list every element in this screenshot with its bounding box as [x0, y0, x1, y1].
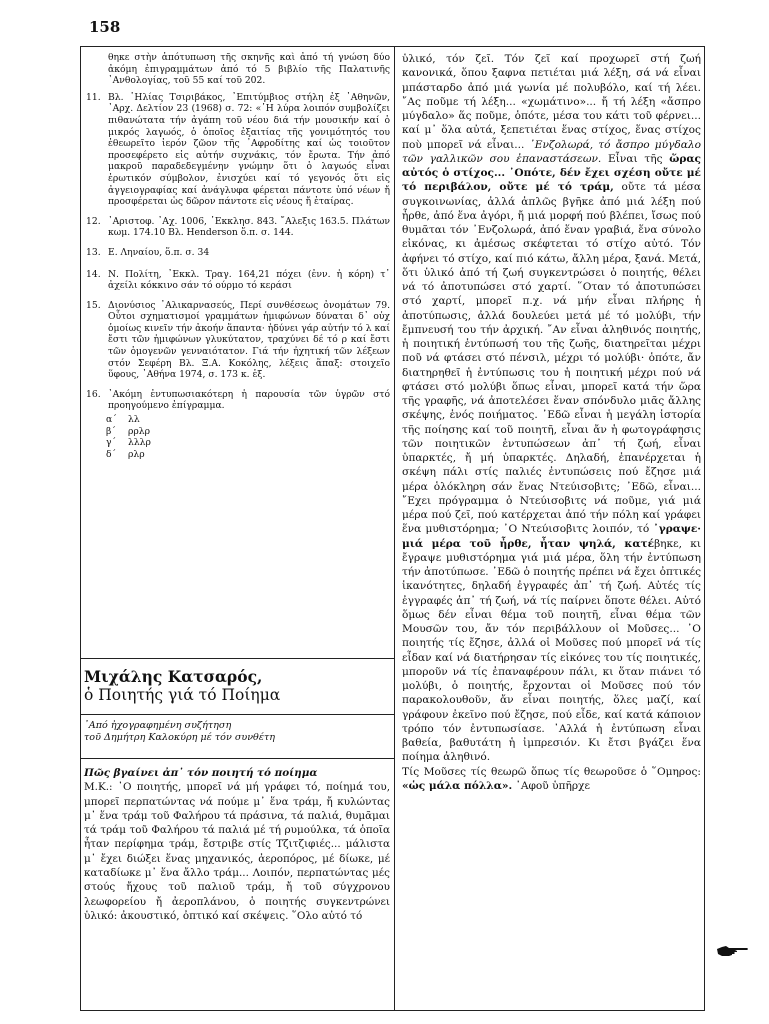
footnote-16 [84, 389, 390, 412]
verse-mark: β΄ [106, 425, 116, 437]
footnote-number: 14. [86, 268, 101, 280]
page-number: 158 [89, 18, 121, 36]
verse-quote: ᾿Ενζολωρά, τό ἄσπρο μύγδαλο τῶν γαλλικῶν σου ἐπαναστάσεων. [402, 138, 701, 165]
verse-sounds: ρρλρ [128, 425, 151, 437]
article-title-author: Μιχάλης Κατσαρός, [84, 667, 263, 686]
footnote-text: Ε. Ληναίου, ὅ.π. σ. 34 [108, 246, 210, 258]
pointing-hand-icon [716, 944, 750, 958]
subtitle-line: τοῦ Δημήτρη Καλοκύρη μέ τόν συνθέτη [84, 732, 276, 743]
footnotes [84, 52, 390, 460]
footnote-text: ᾿Αριστοφ. ᾿Αχ. 1006, ᾿Εκκλησ. 843. ῎Αλεξις 163.5. Πλάτων κωμ. 174.10 Βλ. Henderson ὅ.π. σ. 144. [108, 215, 390, 239]
body-text: ᾿Αφοῦ ὑπῆρχε [512, 779, 590, 792]
verse-sounds: λλ [128, 414, 140, 426]
footnote-number: 13. [86, 246, 101, 258]
footnote-number: 16. [86, 388, 101, 400]
body-text: Εἶναι τῆς [601, 152, 670, 165]
section-heading: Πῶς βγαίνει ἀπ᾿ τόν ποιητή τό ποίημα [84, 767, 318, 779]
emphasis-text: ὥρας αὐτός ὁ στίχος... ᾿Οπότε, δέν ἔχει σχέση οὔτε μέ τό περιβάλον, οὔτε μέ τό τράμ, [402, 152, 701, 194]
body-text: οὔτε τά μέσα συγκοινωνίας, ἀλλά ἁπλῶς βγῆκε ἀπό μιά λέξη πού ἦρθε, ἀπό ἕνα ἀγόρι, ἤ μιά μορφή πού βλέπει, ἴσως πού θυμᾶται τόν ᾿Ενζολωρά, ἀπό ἕναν γραβιά, ἕνα σύνολο εἰκόνας, κι ἀμέσως σκέφτεται τό στίχο αὐτό. Τόν ἀφήνει τό στίχο, καί πιό κάτω, ἄλλη μέρα, ξανά. Μετά, ὅτι ὑλικό ἀπό τή ζωή συγκεντρώσει ὁ ποιητής, θέλει νά τό ἀποτυπώσει στό χαρτί. ῞Οταν τό ἀποτυπώσει στό χαρτί, μπορεῖ π.χ. νά μήν εἶναι πλήρης ἡ ἀποτύπωσις, ἀλλά δουλεύει μετά μέ τό μολύβι, τήν ἔμπνευσή του τήν ἀρχική. ῎Αν εἶναι ἀληθινός ποιητής, ἡ ποιητική ἐντύπωσή του τῆς ζωῆς, διατηρεῖται μέχρι ποῦ νά φτάσει στό πένσιλ, μέχρι τό μολύβι· ὁπότε, ἄν διατηρηθεῖ ἡ ἐντύπωσις του ἡ ποιητική μέχρι πού νά φτάσει στό μολύβι ὅπως εἶναι, μπορεῖ κατά τήν ὥρα τῆς γραφῆς, νά ἀποτελέσει ἕναν σπόνδυλο μιᾶς ἄλλης σκέψης, ἑνός ποιήματος. ᾿Εδῶ εἶναι ἡ μεγάλη ἱστορία τῆς ποίησης καί τοῦ ποιητῆ, εἶναι ἄν ἡ φωτογράφησις τῶν ποιητικῶν ἐντυπώσεων ἀπ᾿ τή ζωή, εἶναι ὑπαρκτές, ἤ μή ὑπαρκτές. Δηλαδή, ἐπανέρχεται ἡ σκέψη πάλι στίς παλιές ἐντυπώσεις πού ἔζησε μιά μέρα ὁλόκληρη σάν ἕνας Ντεύισοβιτς; ᾿Εδῶ, εἶναι... ῎Εχει πρόγραμμα ὁ Ντεύισοβιτς νά ποῦμε, γιά μιά μέρα πού ζεῖ, πού κατέρχεται ἀπό τήν πόλη καί γράφει ἕνα μυθιστόρημα; ᾿Ο Ντεύισοβιτς λοιπόν, τό [402, 181, 701, 536]
column-divider [394, 46, 395, 1011]
verse-mark: γ΄ [106, 437, 117, 449]
article-subtitle [84, 720, 390, 744]
verse-sounds: λλλρ [128, 437, 151, 449]
article-title [84, 668, 390, 704]
section-rule-top [80, 658, 395, 659]
emphasis-text: «ὡς μάλα πόλλα». [402, 779, 513, 792]
subtitle-line: ᾿Από ἠχογραφημένη συζήτηση [84, 720, 232, 731]
verse-sounds: ρλρ [128, 448, 145, 460]
section-rule-subtitle [80, 758, 395, 759]
body-text: ὑλικό, τόν ζεῖ. Τόν ζεῖ καί προχωρεῖ στή ζωή κανονικά, ὅπου ξαφνα πετιέται μιά λέξη, σά νά εἶναι μπάσταρδο ἀπό μιά γωνία μέ πολυβόλο, καί τή λέει. ῎Ας ποῦμε τή λέξη... «χωμάτινο»... ἤ τή λέξη «ἄσπρο μύγδαλο» ἅς ποῦμε, ὁπότε, μέσα του κάτι τοῦ φέρνει... καί μ᾿ ὅλα αὐτά, ξεπετιέται ἕνας στίχος, ἕνας στίχος ποὺ μπορεῖ νά εἶναι... [402, 53, 701, 151]
footnote-15 [84, 300, 390, 381]
footnote-number: 15. [86, 299, 101, 311]
footnote-number: 11. [86, 91, 101, 103]
interview-paragraph: Μ.Κ.: ᾿Ο ποιητής, μπορεῖ νά μή γράφει τό, ποίημά του, μπορεῖ περπατώντας νά πούμε μ᾿ ἕνα τράμ, ἤ κυλώντας μ᾿ ἕνα τράμ τοῦ Φαλήρου τά πράσινα, τά παλιά, θυμᾶμαι τά τράμ τοῦ Φαλήρου τά παλιά μέ τή ρυμούλκα, τά ὁποῖα ἦταν περίφημα τράμ, ἔστριβε στίς Τζιτζιφιές... μάλιστα μ᾿ ἔχει διώξει ἕνας μηχανικός, ἀεροπόρος, μέ δίωκε, μέ καταδίωκε μ᾿ ἕνα ἄλλο τράμ... Λοιπόν, περπατώντας μές στούς ἤχους τοῦ παλιοῦ τράμ, ἤ τοῦ σύγχρονου λεωφορείου ἤ ἀεροπλάνου, ὁ ποιητής συγκεντρώνει ὑλικό: ἀκουστικό, ὀπτικό καί σκέψεις. ῞Ολο αὐτό τό [84, 781, 390, 922]
section-rule-title [80, 714, 395, 715]
verse-mark: α΄ [106, 414, 117, 426]
verse-mark: δ΄ [106, 448, 117, 460]
footnote-12 [84, 216, 390, 239]
body-text: βηκε, κι ἔγραψε μυθιστόρημα γιά μιά μέρα, ὅλη τήν ἐντύπωση τήν ἀποτύπωσε. ᾿Εδῶ ὁ ποιητής πρέπει νά ἔχει ὀπτικές ἱκανότητες, δηλαδή ἐγγραφές ἀπ᾿ τή ζωή. Αὐτές τίς ἐγγραφές ἀπ᾿ τή ζωή, νά τίς παίρνει ὅποτε θέλει. Αὐτό ὅμως δέν εἶναι θέμα τοῦ ποιητῆ, εἶναι θέμα τῶν Μουσῶν του, ἄν τόν περιβάλλουν οἱ Μοῦσες... ᾿Ο ποιητής τίς ἔζησε, ἀλλά οἱ Μοῦσες πού μπορεῖ νά τίς εἶδαν καί νά διατήρησαν τίς εἰκόνες του τίς ποιητικές, μποροῦν νά τίς ἐπαναφέρουν πάλι, κι ὅταν πιάνει τό μολύβι, ὁ ποιητής, ἔρχονται οἱ Μοῦσες πού τόν παρακολουθοῦν, ἄν εἶναι ποιητής, ὅλες μαζί, καί γράφουν ἐκεῖνο πού ἔζησε, πού εἶδε, καί κατά κάποιον τρόπο τόν ἐντυπωσίασε. ᾿Αλλά ἡ ἐντύπωση εἶναι βαθεία, βαθυτάτη ἡ ἰμπρεσιόν. Κι ἔτσι βγάζει ἕνα ποίημα ἀληθινό. [402, 537, 701, 764]
emphasis-text: ᾿γραψε· μιά μέρα τοῦ ἦρθε, ἦταν ψηλά, κατέ [402, 523, 701, 550]
interview-continuation [402, 52, 701, 793]
footnote-text: Διονύσιος ᾿Αλικαρνασεύς, Περί συνθέσεως ὀνομάτων 79. Οὗτοι σχηματισμοί γραμμάτων ἡμιφώνων δύναται δ᾿ οὐχ ὁμοίως κινεῖν τήν ἀκοήν ἅπαντα· ἡδύνει γάρ αὐτήν τό λ καί ἔστι τῶν ἡμιφώνων γλυκύτατον, τραχύνει δέ τό ρ καί ἔστι τῶν ὁμογενῶν γενναιότατον. Γιά τήν ἠχητική τῶν λέξεων στόν Σεφέρη Βλ. Ξ.Α. Κοκόλης, λέξεις ἅπαξ: στοιχεῖο ὕφους, ᾿Αθήνα 1974, σ. 173 κ. ἑξ. [108, 299, 390, 381]
footnote-text: ᾿Ακόμη ἐντυπωσιακότερη ἡ παρουσία τῶν ὑγρῶν στό προηγούμενο ἐπίγραμμα. [108, 388, 390, 412]
interview-start [84, 766, 390, 923]
body-text: Τίς Μοῦσες τίς θεωρῶ ὅπως τίς θεωροῦσε ὁ ῞Ομηρος: [402, 765, 701, 778]
verse-letters [106, 414, 390, 460]
footnote-14 [84, 269, 390, 292]
footnote-text: Ν. Πολίτη, ᾿Εκκλ. Τραγ. 164,21 πόχει (ἐνν. ἡ κόρη) τ᾿ ἀχείλι κόκκινο σάν τό ούρμο τό κεράσι [108, 268, 390, 292]
footnote-text: Βλ. ῾Ηλίας Τσιριβάκος, ᾿Επιτύμβιος στήλη ἐξ ᾿Αθηνῶν, ᾿Αρχ. Δελτίον 23 (1968) σ. 72: «῾Η λύρα λοιπόν συμβολίζει πιθανώτατα τήν ἀγάπη τοῦ νέου διά τήν μουσικήν καί ὁ μικρός λαγωός, ὁ ὁποῖος ἐξαιτίας τῆς γονιμότητός του ἐθεωρεῖτο ἱερόν ζῶον τῆς ᾿Αφροδίτης καί ὡς τοιοῦτον προσεφέρετο εἰς αὐτήν συχνάκις, τόν ἔρωτα. Τήν ἀπό μακροῦ παραδεδεγμένην γνώμην ὅτι ὁ λαγωός εἶναι ἐρωτικόν σύμβολον, ἐνισχύει καί τό γεγονός ὅτι εἰς ἀγγειογραφίας καί ἀνάγλυφα φέρεται πάντοτε ὑπό νέων ἤ προσφέρεται ὡς δῶρον πάντοτε εἰς νέους ἤ ἑταίρας. [108, 91, 390, 208]
footnote-11 [84, 92, 390, 208]
footnote-13 [84, 247, 390, 259]
footnote-continuation: θηκε στὴν ἀπότυπωση τῆς σκηνῆς καὶ ἀπό τή γνώση δύο ἀκόμη ἐπιγραμμάτων ἀπό τό 5 βιβλίο τῆς Παλατινῆς ᾿Ανθολογίας, τοῦ 55 καί τοῦ 202. [108, 52, 390, 87]
footnote-number: 12. [86, 215, 101, 227]
article-title-topic: ὁ Ποιητής γιά τό Ποίημα [84, 686, 281, 704]
